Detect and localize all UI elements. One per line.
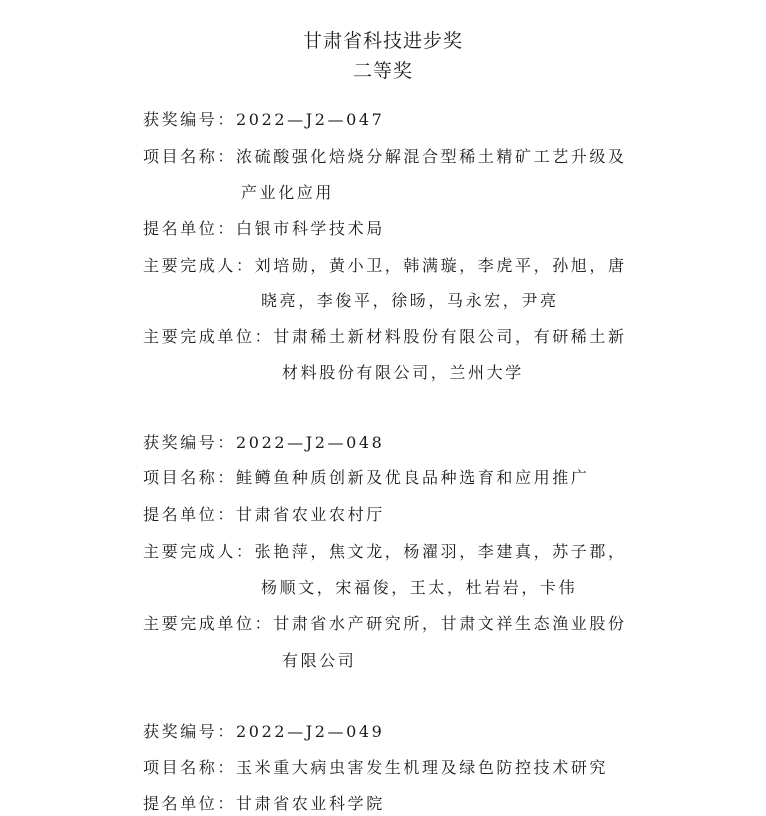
nominator: 甘肃省农业科学院 [236,794,385,813]
main-contributors: 张艳萍，焦文龙，杨濯羽，李建真，苏子郡， [254,542,627,561]
main-contributors-continued: 杨顺文，宋福俊，王太，杜岩岩，卡伟 [261,578,578,597]
project-name-row [143,467,589,489]
project-name: 鲑鳟鱼种质创新及优良品种选育和应用推广 [236,468,590,487]
award-number-row [143,721,384,743]
main-contributors: 刘培勋，黄小卫，韩满璇，李虎平，孙旭，唐 [254,256,627,275]
document-title: 甘肃省科技进步奖 [302,30,463,52]
award-number-label: 获奖编号： [143,722,237,741]
award-number: 2022—J2—049 [236,722,385,741]
project-name-label: 项目名称： [143,758,237,777]
main-units: 甘肃稀土新材料股份有限公司，有研稀土新 [273,327,627,346]
main-contributors-continued: 晓亮，李俊平，徐旸，马永宏，尹亮 [261,291,559,310]
nominator: 甘肃省农业农村厅 [236,505,385,524]
project-name: 浓硫酸强化焙烧分解混合型稀土精矿工艺升级及 [236,147,627,166]
nominator-row [143,218,385,240]
nominator-row [143,504,385,526]
main-units-label: 主要完成单位： [143,614,274,633]
main-contributors-label: 主要完成人： [143,542,255,561]
main-units: 甘肃省水产研究所，甘肃文祥生态渔业股份 [273,614,627,633]
project-name-label: 项目名称： [143,147,237,166]
award-number-label: 获奖编号： [143,433,237,452]
nominator-label: 提名单位： [143,219,237,238]
award-number-label: 获奖编号： [143,110,237,129]
project-name-continued: 产业化应用 [241,183,335,202]
award-level: 二等奖 [352,60,413,82]
nominator-label: 提名单位： [143,794,237,813]
award-number: 2022—J2—048 [236,433,385,452]
award-number-row [143,432,384,454]
project-name-label: 项目名称： [143,468,237,487]
main-units-label: 主要完成单位： [143,327,274,346]
main-contributors-row [143,541,627,563]
main-contributors-row [143,255,627,277]
project-name: 玉米重大病虫害发生机理及绿色防控技术研究 [236,758,609,777]
main-contributors-label: 主要完成人： [143,256,255,275]
project-name-row [143,146,627,168]
main-units-continued: 有限公司 [282,651,357,670]
nominator-row [143,793,385,815]
award-number: 2022—J2—047 [236,110,385,129]
award-number-row [143,109,384,131]
main-units-row [143,613,627,635]
nominator-label: 提名单位： [143,505,237,524]
project-name-row [143,757,608,779]
main-units-continued: 材料股份有限公司，兰州大学 [282,363,524,382]
nominator: 白银市科学技术局 [236,219,385,238]
main-units-row [143,326,627,348]
